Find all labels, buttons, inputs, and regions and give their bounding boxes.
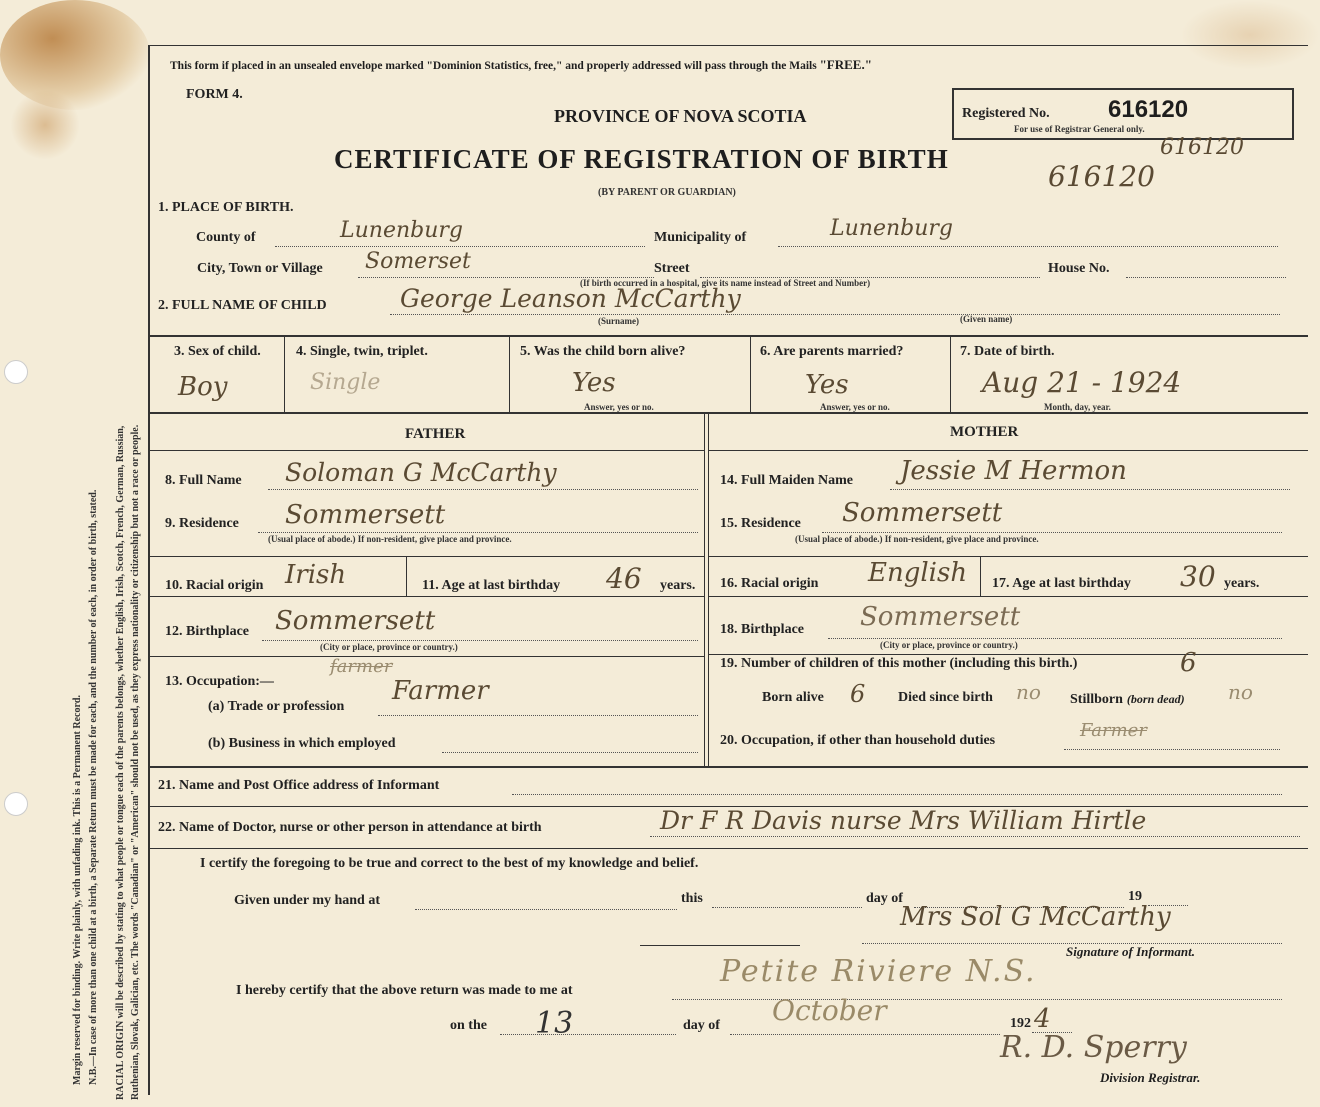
- father-name-value: Soloman G McCarthy: [285, 458, 557, 487]
- margin-note-3: RACIAL ORIGIN will be described by stating to what people or tongue each of the parents belongs, whether English, Irish, Scotch, French, German, Russian,: [115, 425, 126, 1100]
- father-birthplace-value: Sommersett: [275, 606, 436, 636]
- given-name-note: (Given name): [960, 314, 1013, 324]
- year-prefix: 19: [1128, 889, 1142, 904]
- street-note: (If birth occurred in a hospital, give its name instead of Street and Number): [580, 278, 871, 288]
- mother-residence-note: (Usual place of abode.) If non-resident, give place and province.: [795, 534, 1039, 544]
- children-count-value: 6: [1180, 648, 1197, 678]
- day-value: 13: [535, 1006, 574, 1041]
- certificate-title: CERTIFICATE OF REGISTRATION OF BIRTH: [334, 144, 949, 174]
- sex-label: 3. Sex of child.: [174, 344, 261, 359]
- municipality-value: Lunenburg: [830, 216, 953, 241]
- stillborn-value: no: [1228, 680, 1253, 704]
- certification-statement: I certify the foregoing to be true and correct to the best of my knowledge and belief.: [200, 856, 699, 871]
- mother-heading: MOTHER: [950, 424, 1019, 440]
- mother-residence-value: Sommersett: [842, 498, 1003, 528]
- date-of-birth-note: Month, day, year.: [1044, 402, 1111, 412]
- child-name-label: 2. FULL NAME OF CHILD: [158, 298, 327, 313]
- father-birthplace-label: 12. Birthplace: [165, 624, 249, 639]
- born-alive-count-label: Born alive: [762, 690, 824, 705]
- single-twin-label: 4. Single, twin, triplet.: [296, 344, 428, 359]
- business-label: (b) Business in which employed: [208, 736, 396, 751]
- married-note: Answer, yes or no.: [820, 402, 890, 412]
- mother-age-label: 17. Age at last birthday: [992, 576, 1131, 591]
- father-name-label: 8. Full Name: [165, 473, 242, 488]
- top-border: [148, 45, 1308, 46]
- mother-years: years.: [1224, 576, 1260, 591]
- margin-note-2: N.B.—In case of more than one child at a birth, a Separate Return must be made for each, and the number of each, in order of birth, stated.: [88, 489, 99, 1085]
- mother-name-value: Jessie M Hermon: [900, 456, 1127, 486]
- division-registrar-label: Division Registrar.: [1100, 1070, 1201, 1085]
- mother-age-value: 30: [1180, 560, 1216, 593]
- province-title: PROVINCE OF NOVA SCOTIA: [554, 106, 807, 126]
- place-of-birth-label: 1. PLACE OF BIRTH.: [158, 200, 294, 215]
- left-border: [148, 45, 150, 1095]
- born-alive-label: 5. Was the child born alive?: [520, 344, 686, 359]
- children-count-label: 19. Number of children of this mother (including this birth.): [720, 656, 1078, 671]
- married-value: Yes: [805, 370, 849, 400]
- died-since-birth-value: no: [1016, 680, 1041, 704]
- day-of-2-label: day of: [683, 1018, 720, 1033]
- mother-occupation-value: Farmer: [1080, 720, 1147, 741]
- punch-hole-bottom: [4, 792, 28, 816]
- written-number-2: 616120: [1048, 160, 1155, 193]
- mail-note: This form if placed in an unsealed envelope marked "Dominion Statistics, free," and properly addressed will pass through the Mails "FREE.": [170, 57, 872, 72]
- registrar-signature: R. D. Sperry: [1000, 1030, 1187, 1065]
- doctor-label: 22. Name of Doctor, nurse or other person in attendance at birth: [158, 820, 542, 835]
- born-alive-count-value: 6: [850, 680, 866, 708]
- father-birthplace-note: (City or place, province or country.): [320, 642, 458, 652]
- signature-label: Signature of Informant.: [1066, 944, 1195, 959]
- punch-hole-top: [4, 360, 28, 384]
- mother-occupation-label: 20. Occupation, if other than household duties: [720, 733, 996, 748]
- mother-residence-label: 15. Residence: [720, 516, 801, 531]
- stillborn-label: Stillborn (born dead): [1070, 692, 1185, 707]
- on-the-label: on the: [450, 1018, 487, 1033]
- stain-top-left: [0, 0, 150, 110]
- margin-note-1: Margin reserved for binding. Write plainly, with unfading ink. This is a Permanent Record.: [72, 695, 83, 1085]
- informant-label: 21. Name and Post Office address of Informant: [158, 778, 440, 793]
- municipality-label: Municipality of: [654, 230, 747, 245]
- year-2-prefix: 192: [1010, 1016, 1031, 1031]
- mother-racial-label: 16. Racial origin: [720, 576, 819, 591]
- sex-value: Boy: [178, 372, 228, 402]
- this-label: this: [681, 891, 703, 906]
- city-label: City, Town or Village: [197, 261, 323, 276]
- given-under-label: Given under my hand at: [234, 893, 380, 908]
- certificate-subtitle: (BY PARENT OR GUARDIAN): [598, 187, 736, 198]
- born-alive-value: Yes: [572, 368, 616, 398]
- county-label: County of: [196, 230, 256, 245]
- mother-birthplace-value: Sommersett: [860, 602, 1021, 632]
- father-residence-label: 9. Residence: [165, 516, 239, 531]
- died-since-birth-label: Died since birth: [898, 690, 993, 705]
- street-label: Street: [654, 261, 690, 276]
- married-label: 6. Are parents married?: [760, 344, 904, 359]
- mother-birthplace-label: 18. Birthplace: [720, 622, 804, 637]
- father-heading: FATHER: [405, 426, 466, 442]
- mother-name-label: 14. Full Maiden Name: [720, 473, 853, 488]
- date-of-birth-label: 7. Date of birth.: [960, 344, 1055, 359]
- county-value: Lunenburg: [340, 218, 463, 243]
- trade-label: (a) Trade or profession: [208, 699, 345, 714]
- form-number: FORM 4.: [186, 87, 243, 102]
- father-occupation-label: 13. Occupation:—: [165, 674, 274, 689]
- registrar-statement: I hereby certify that the above return was made to me at: [236, 983, 573, 998]
- registered-value: 616120: [1108, 96, 1189, 123]
- father-age-label: 11. Age at last birthday: [422, 578, 561, 593]
- registrar-place: Petite Riviere N.S.: [720, 954, 1037, 989]
- stain-left: [10, 90, 80, 160]
- date-of-birth-value: Aug 21 - 1924: [982, 366, 1182, 399]
- father-residence-note: (Usual place of abode.) If non-resident, give place and province.: [268, 534, 512, 544]
- father-racial-value: Irish: [285, 560, 347, 590]
- father-age-value: 46: [606, 562, 642, 595]
- city-value: Somerset: [365, 249, 471, 274]
- day-of-label: day of: [866, 891, 903, 906]
- margin-note-4: Ruthenian, Slovak, Galician, etc. The words "Canadian" or "American" should not be used, as they express nationality or citizenship but not a race or people.: [130, 424, 141, 1100]
- father-residence-value: Sommersett: [285, 500, 446, 530]
- registered-label: Registered No.: [962, 106, 1050, 121]
- surname-note: (Surname): [598, 316, 639, 326]
- father-years: years.: [660, 578, 696, 593]
- mother-birthplace-note: (City or place, province or country.): [880, 640, 1018, 650]
- father-racial-label: 10. Racial origin: [165, 578, 264, 593]
- child-name-value: George Leanson McCarthy: [400, 284, 741, 313]
- stain-top-right: [1180, 0, 1320, 70]
- written-number-1: 616120: [1160, 135, 1244, 160]
- year-2-value: 4: [1034, 1004, 1051, 1034]
- single-twin-value: Single: [310, 370, 381, 395]
- father-occupation-struck: farmer: [330, 656, 393, 677]
- trade-value: Farmer: [392, 676, 489, 706]
- house-label: House No.: [1048, 261, 1110, 276]
- registrar-note: For use of Registrar General only.: [1014, 124, 1145, 134]
- mother-racial-value: English: [868, 558, 968, 588]
- month-value: October: [772, 994, 887, 1027]
- born-alive-note: Answer, yes or no.: [584, 402, 654, 412]
- informant-signature: Mrs Sol G McCarthy: [900, 902, 1171, 932]
- doctor-value: Dr F R Davis nurse Mrs William Hirtle: [660, 806, 1147, 835]
